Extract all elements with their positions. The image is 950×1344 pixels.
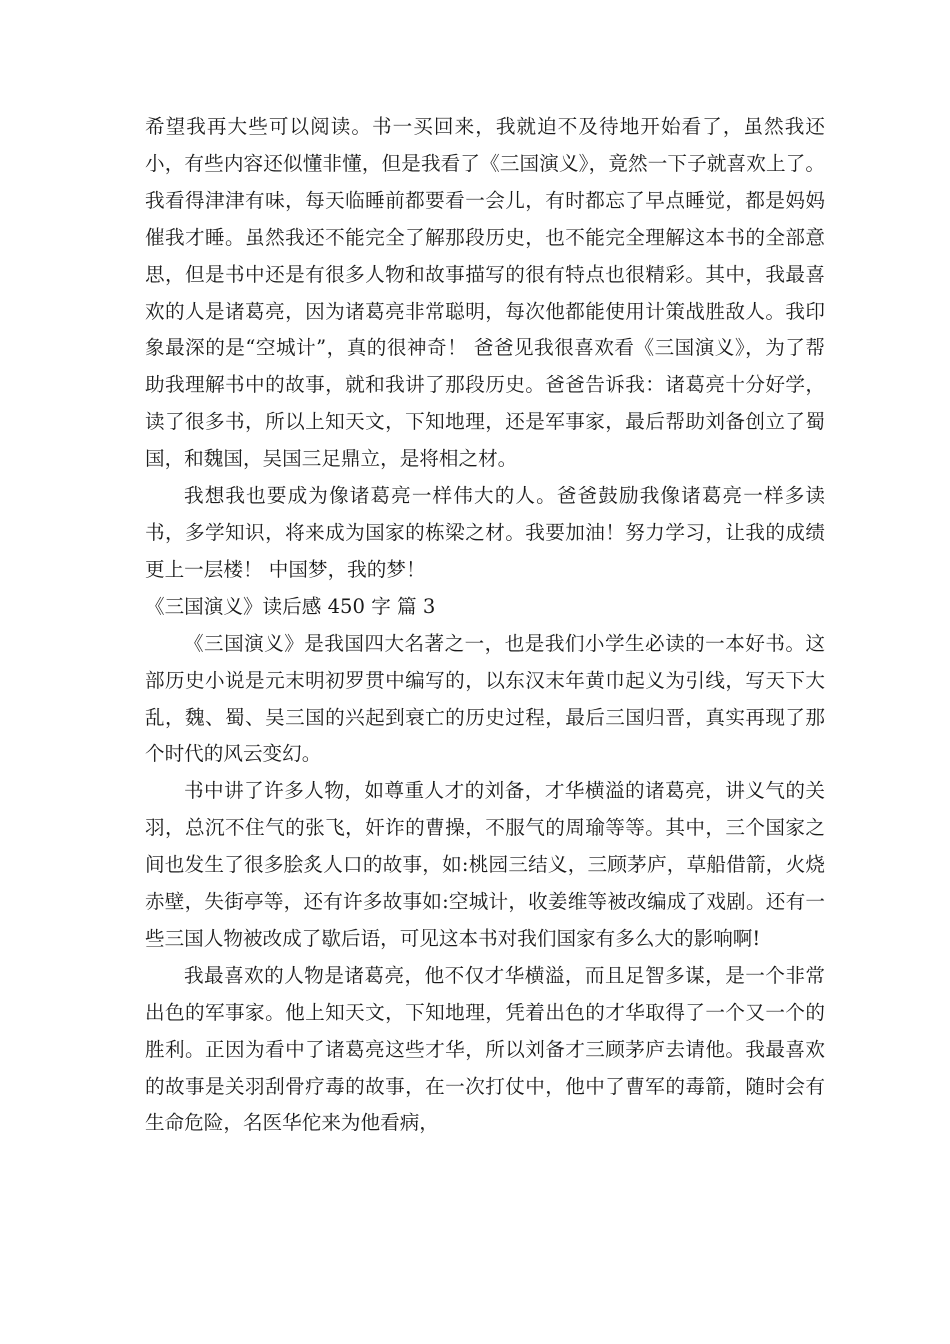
paragraph-characters: 书中讲了许多人物，如尊重人才的刘备，才华横溢的诸葛亮，讲义气的关羽，总沉不住气的张飞，奸诈的曹操，不服气的周瑜等等。其中，三个国家之间也发生了很多脍炙人口的故事，如:桃园三结义，三顾茅庐，草船借箭，火烧赤壁，失街亭等，还有许多故事如:空城计，收姜维等被改编成了戏剧。还有一些三国人物被改成了歇后语，可见这本书对我们国家有多么大的影响啊!: [145, 779, 825, 950]
paragraph-continuation: 希望我再大些可以阅读。书一买回来，我就迫不及待地开始看了，虽然我还小，有些内容还似懂非懂，但是我看了《三国演义》，竟然一下子就喜欢上了。我看得津津有味，每天临睡前都要看一会儿，有时都忘了早点睡觉，都是妈妈催我才睡。虽然我还不能完全了解那段历史，也不能完全理解这本书的全部意思，但是书中还是有很多人物和故事描写的很有特点也很精彩。其中，我最喜欢的人是诸葛亮，因为诸葛亮非常聪明，每次他都能使用计策战胜敌人。我印象最深的是“空城计”，真的很神奇！ 爸爸见我很喜欢看《三国演义》，为了帮助我理解书中的故事，就和我讲了那段历史。爸爸告诉我：诸葛亮十分好学，读了很多书，所以上知天文，下知地理，还是军事家，最后帮助刘备创立了蜀国，和魏国，吴国三足鼎立，是将相之材。: [145, 115, 825, 471]
paragraph-intro: 《三国演义》是我国四大名著之一，也是我们小学生必读的一本好书。这部历史小说是元末明初罗贯中编写的，以东汉末年黄巾起义为引线，写天下大乱，魏、蜀、吴三国的兴起到衰亡的历史过程，最后三国归晋，真实再现了那个时代的风云变幻。: [145, 631, 825, 766]
paragraph-favorite: 我最喜欢的人物是诸葛亮，他不仅才华横溢，而且足智多谋，是一个非常出色的军事家。他上知天文，下知地理，凭着出色的才华取得了一个又一个的胜利。正因为看中了诸葛亮这些才华，所以刘备才三顾茅庐去请他。我最喜欢的故事是关羽刮骨疗毒的故事，在一次打仗中，他中了曹军的毒箭，随时会有生命危险，名医华佗来为他看病，: [145, 963, 825, 1135]
document-page: [145, 109, 825, 1142]
paragraph-aspiration: 我想我也要成为像诸葛亮一样伟大的人。爸爸鼓励我像诸葛亮一样多读书，多学知识，将来成为国家的栋梁之材。我要加油！努力学习，让我的成绩更上一层楼！ 中国梦，我的梦！: [145, 484, 825, 581]
section-heading: 《三国演义》读后感 450 字 篇 3: [145, 594, 436, 618]
